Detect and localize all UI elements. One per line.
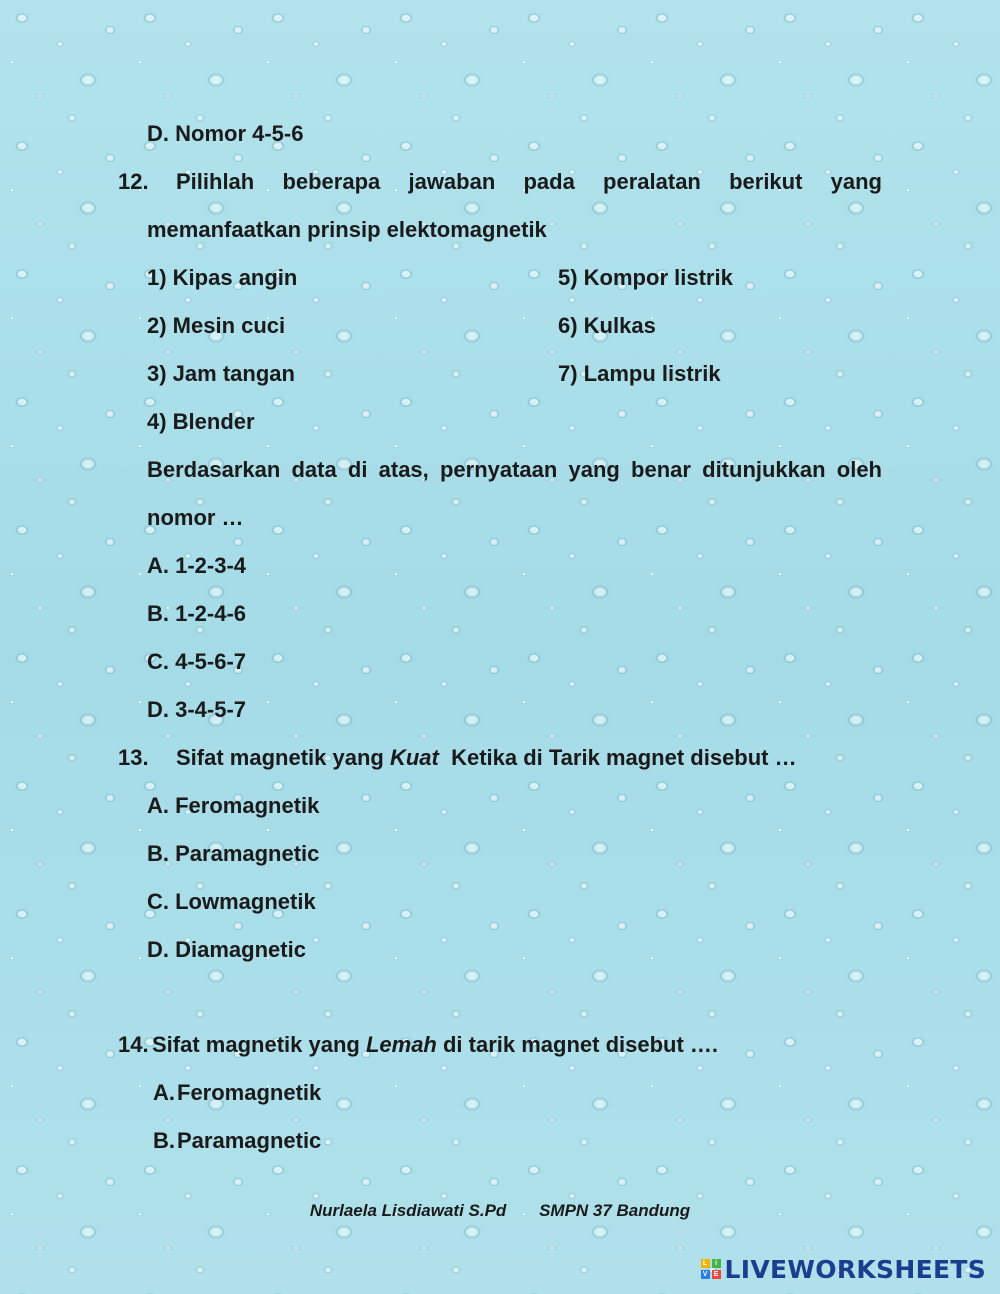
q14-text: Sifat magnetik yang Lemah di tarik magnet disebut …. xyxy=(152,1032,719,1057)
liveworksheets-logo[interactable] xyxy=(701,1254,986,1284)
q13-option-b[interactable]: B. Paramagnetic xyxy=(147,841,320,866)
q12-statement-line2: nomor … xyxy=(147,505,244,530)
q13-option-c[interactable]: C. Lowmagnetik xyxy=(147,889,316,914)
footer-author: Nurlaela Lisdiawati S.Pd xyxy=(309,1201,507,1220)
q12-item-1: 1) Kipas angin xyxy=(147,265,298,290)
q12-option-d[interactable]: D. 3-4-5-7 xyxy=(147,697,247,722)
q12-text-line1: Pilihlah beberapa jawaban pada peralatan berikut yang xyxy=(176,169,882,194)
q12-item-6: 6) Kulkas xyxy=(558,313,656,338)
q14-option-b-letter: B. xyxy=(153,1128,175,1153)
q12-item-5: 5) Kompor listrik xyxy=(558,265,733,290)
q14-option-a[interactable]: Feromagnetik xyxy=(177,1080,322,1105)
brand-mark-tile: i xyxy=(712,1259,721,1268)
brand-mark-tile: L xyxy=(701,1259,710,1268)
q12-item-4: 4) Blender xyxy=(147,409,255,434)
brand-mark-tile: E xyxy=(712,1270,721,1279)
q12-option-a[interactable]: A. 1-2-3-4 xyxy=(147,553,247,578)
q13-number: 13. xyxy=(118,745,149,770)
q13-text-emphasis: Kuat xyxy=(389,745,439,770)
q14-option-b[interactable]: Paramagnetic xyxy=(177,1128,322,1153)
q12-item-7: 7) Lampu listrik xyxy=(558,361,721,386)
q14-text-emphasis: Lemah xyxy=(365,1032,437,1057)
q12-item-2: 2) Mesin cuci xyxy=(147,313,286,338)
q14-number: 14. xyxy=(118,1032,149,1057)
footer-school: SMPN 37 Bandung xyxy=(539,1201,691,1220)
q11-option-d: D. Nomor 4-5-6 xyxy=(147,121,304,146)
q12-statement-line1: Berdasarkan data di atas, pernyataan yang benar ditunjukkan oleh xyxy=(147,457,882,482)
q12-option-c[interactable]: C. 4-5-6-7 xyxy=(147,649,247,674)
q12-text-line2: memanfaatkan prinsip elektomagnetik xyxy=(147,217,547,242)
liveworksheets-wordmark: LIVEWORKSHEETS xyxy=(724,1254,986,1284)
q13-option-d[interactable]: D. Diamagnetic xyxy=(147,937,306,962)
footer xyxy=(0,1201,1000,1221)
q13-option-a[interactable]: A. Feromagnetik xyxy=(147,793,320,818)
q13-text: Sifat magnetik yang Kuat Ketika di Tarik magnet disebut … xyxy=(176,745,797,770)
q12-option-b[interactable]: B. 1-2-4-6 xyxy=(147,601,247,626)
q12-number: 12. xyxy=(118,169,149,194)
q12-item-3: 3) Jam tangan xyxy=(147,361,295,386)
brand-mark-tile: V xyxy=(701,1270,710,1279)
liveworksheets-mark-icon xyxy=(701,1259,721,1279)
q14-option-a-letter: A. xyxy=(153,1080,175,1105)
